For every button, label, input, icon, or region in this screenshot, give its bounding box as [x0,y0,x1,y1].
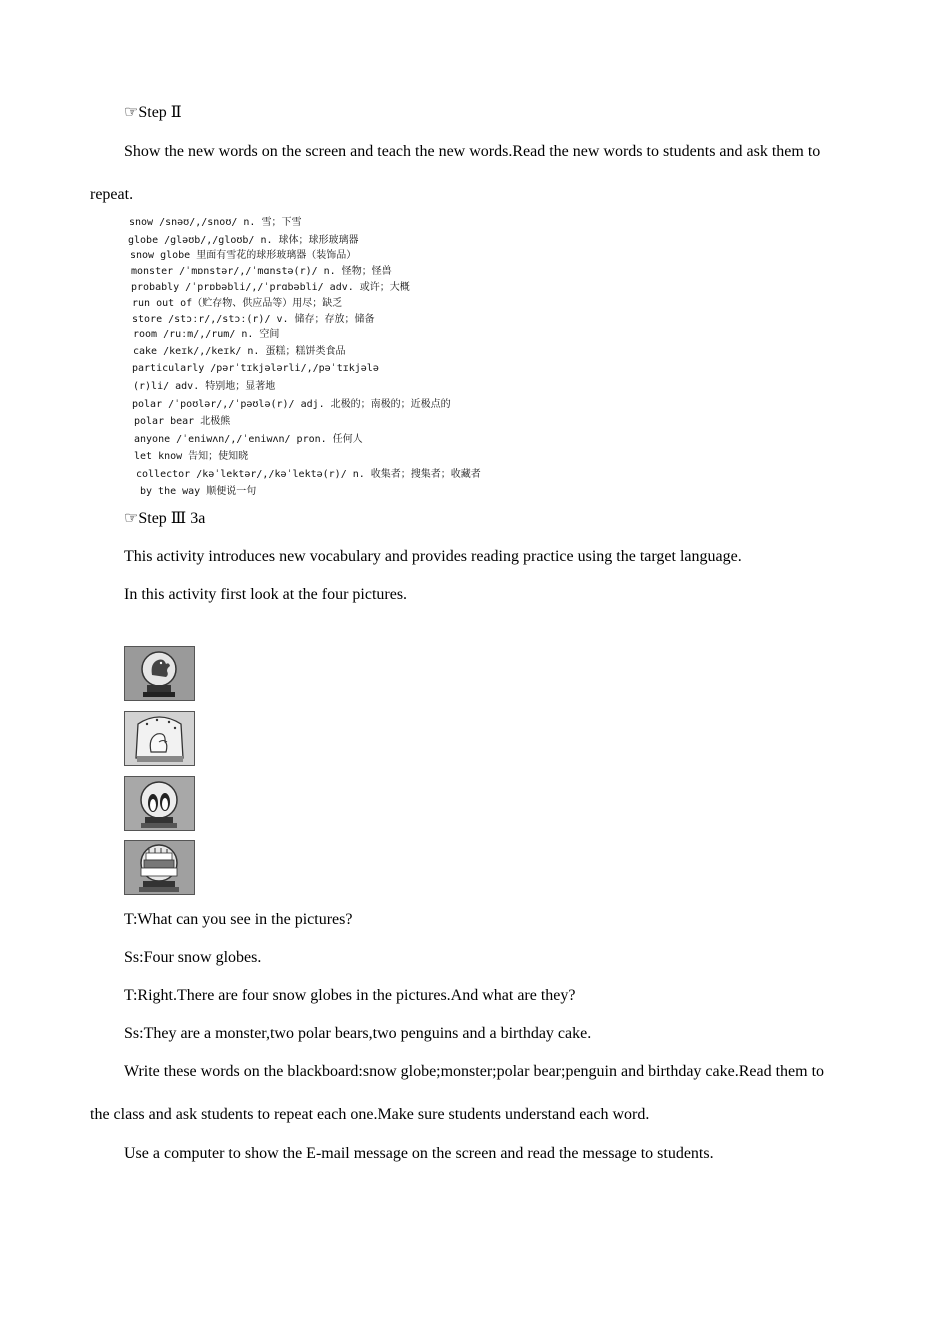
vocab-line: globe /gləʊb/,/gloʊb/ n. 球体；球形玻璃器 [128,235,359,246]
step3-heading: ☞Step Ⅲ 3a [124,510,206,527]
step2-paragraph-line2: repeat. [90,186,134,203]
students-answer-2: Ss:They are a monster,two polar bears,two penguins and a birthday cake. [124,1025,592,1042]
step2-heading: ☞Step Ⅱ [124,104,182,121]
picture-birthday-cake-snow-globe [124,840,195,895]
vocab-line: (r)li/ adv. 特别地；显著地 [133,381,276,392]
vocab-line: let know 告知；使知晓 [134,451,249,462]
vocab-line: by the way 顺便说一句 [140,486,257,497]
vocab-line: probably /ˈprɒbəbli/,/ˈprɑbəbli/ adv. 或许；大概 [131,282,410,293]
birthday-cake-snow-globe-icon [125,841,194,894]
vocabulary-list [128,217,488,500]
picture-polar-bears-snow-globe [124,711,195,766]
vocab-line: polar bear 北极熊 [134,416,231,427]
teacher-question-2: T:Right.There are four snow globes in the pictures.And what are they? [124,987,576,1004]
vocab-line: run out of（贮存物、供应品等）用尽；缺乏 [132,298,343,309]
vocab-line: room /ruːm/,/rum/ n. 空间 [133,329,280,340]
vocab-line: collector /kəˈlektər/,/kəˈlektə(r)/ n. 收集者；搜集者；收藏者 [136,469,481,480]
vocab-line: store /stɔːr/,/stɔː(r)/ v. 储存；存放；储备 [132,314,375,325]
step2-paragraph-line1: Show the new words on the screen and teach the new words.Read the new words to students and ask them to [124,143,821,160]
students-answer-1: Ss:Four snow globes. [124,949,262,966]
vocab-line: polar /ˈpoʊlər/,/ˈpəʊlə(r)/ adj. 北极的；南极的；近极点的 [132,399,451,410]
computer-instruction: Use a computer to show the E-mail message on the screen and read the message to students. [124,1145,714,1162]
polar-bears-snow-globe-icon [125,712,194,765]
blackboard-instruction-line1: Write these words on the blackboard:snow globe;monster;polar bear;penguin and birthday cake.Read them to [124,1063,825,1080]
vocab-line: cake /keɪk/,/keɪk/ n. 蛋糕；糕饼类食品 [133,346,346,357]
step3-intro: This activity introduces new vocabulary and provides reading practice using the target language. [124,548,742,565]
penguins-snow-globe-icon [125,777,194,830]
picture-monster-snow-globe [124,646,195,701]
vocab-line: particularly /pərˈtɪkjələrli/,/pəˈtɪkjələ [132,363,379,374]
vocab-line: snow /snəʊ/,/snoʊ/ n. 雪；下雪 [129,217,302,228]
picture-penguins-snow-globe [124,776,195,831]
step3-look-instruction: In this activity first look at the four pictures. [124,586,408,603]
monster-snow-globe-icon [125,647,194,700]
vocab-line: snow globe 里面有雪花的球形玻璃器（装饰品） [130,250,357,261]
blackboard-instruction-line2: the class and ask students to repeat each one.Make sure students understand each word. [90,1106,650,1123]
teacher-question-1: T:What can you see in the pictures? [124,911,353,928]
vocab-line: monster /ˈmɒnstər/,/ˈmɑnstə(r)/ n. 怪物；怪兽 [131,266,392,277]
vocab-line: anyone /ˈeniwʌn/,/ˈeniwʌn/ pron. 任何人 [134,434,363,445]
